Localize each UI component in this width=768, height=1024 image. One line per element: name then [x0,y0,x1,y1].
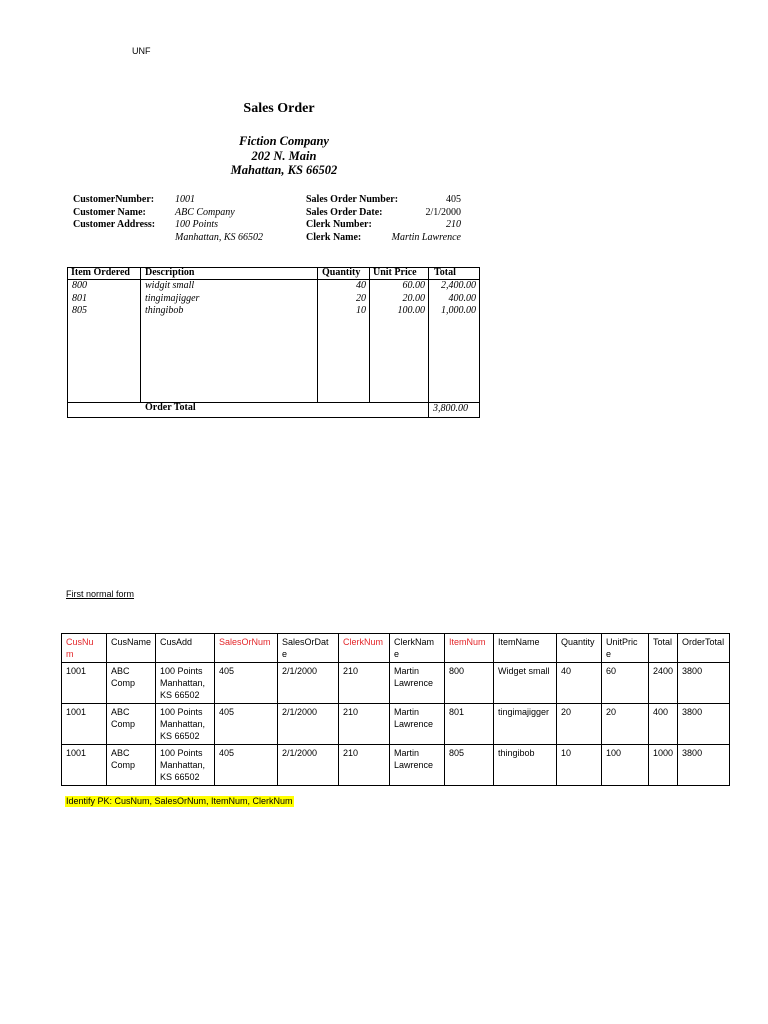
table-cell: 210 [339,704,390,745]
unit-price-cell: 100.00 [397,305,425,316]
column-header-itemnum: ItemNum [445,634,494,663]
clerk-name-label: Clerk Name: [306,231,362,243]
column-header-clerknum: ClerkNum [339,634,390,663]
table-cell: 210 [339,745,390,786]
item-ordered-cell: 801 [72,292,87,304]
quantity-cell: 10 [356,305,366,316]
table-cell: tingimajigger [494,704,557,745]
total-cell: 1,000.00 [441,305,476,316]
table-cell: ABC Comp [107,745,156,786]
customer-name: ABC Company [175,206,235,218]
table-cell: 1001 [62,704,107,745]
header-description: Description [145,267,195,278]
primary-key-note: Identify PK: CusNum, SalesOrNum, ItemNum, ClerkNum [66,796,293,806]
table-border [428,267,429,418]
table-cell: 405 [215,745,278,786]
table-cell: 3800 [678,663,730,704]
table-cell: 2/1/2000 [278,663,339,704]
customer-address-line2: Manhattan, KS 66502 [175,231,264,243]
customer-labels [73,194,155,232]
table-cell: 1000 [649,745,678,786]
clerk-name: Martin Lawrence [391,231,461,243]
column-header-cusnum: CusNu m [62,634,107,663]
description-cell: tingimajigger [145,292,200,304]
table-cell: 3800 [678,704,730,745]
header-quantity: Quantity [322,267,361,278]
header-total: Total [434,267,456,278]
company-name: Fiction Company [239,134,329,148]
table-cell: 20 [602,704,649,745]
table-cell: 100 Points Manhattan, KS 66502 [156,704,215,745]
customer-values [175,194,263,244]
company-city: Mahattan, KS 66502 [230,163,338,177]
table-row [62,663,730,704]
description-cell: thingibob [145,305,184,316]
table-cell: 60 [602,663,649,704]
table-cell: 100 Points Manhattan, KS 66502 [156,745,215,786]
table-cell: 405 [215,704,278,745]
sales-order-number-label: Sales Order Number: [306,194,399,205]
customer-address-label: Customer Address: [73,219,156,230]
item-ordered-cell: 800 [72,280,87,291]
table-row [62,704,730,745]
table-border [369,267,370,403]
table-cell: 10 [557,745,602,786]
table-cell: Widget small [494,663,557,704]
unf-label: UNF [132,46,151,56]
table-cell: 2/1/2000 [278,745,339,786]
customer-address-line1: 100 Points [175,219,219,230]
table-cell: 801 [445,704,494,745]
order-values [380,194,461,244]
column-header-salesordate: SalesOrDat e [278,634,339,663]
column-header-itemname: ItemName [494,634,557,663]
column-header-ordertotal: OrderTotal [678,634,730,663]
sales-order-title: Sales Order [243,101,315,116]
column-header-cusadd: CusAdd [156,634,215,663]
order-total-label: Order Total [145,402,196,413]
table-border [317,267,318,403]
table-cell: thingibob [494,745,557,786]
unit-price-cell: 20.00 [402,292,425,304]
company-block [0,134,568,178]
table-cell: 100 [602,745,649,786]
customer-number: 1001 [175,194,195,205]
table-cell: Martin Lawrence [390,745,445,786]
table-border [140,267,141,403]
sales-order-date-label: Sales Order Date: [306,206,383,218]
description-cell: widgit small [145,280,195,291]
column-header-total: Total [649,634,678,663]
sales-order-number: 405 [446,194,461,205]
header-unit-price: Unit Price [373,267,417,278]
customer-name-label: Customer Name: [73,206,146,218]
column-header-salesornum: SalesOrNum [215,634,278,663]
table-cell: Martin Lawrence [390,704,445,745]
table-header-row [62,634,730,663]
table-cell: 805 [445,745,494,786]
table-cell: 400 [649,704,678,745]
table-cell: 800 [445,663,494,704]
column-header-cusname: CusName [107,634,156,663]
column-header-unitprice: UnitPric e [602,634,649,663]
table-cell: ABC Comp [107,663,156,704]
sales-order-items-table [67,267,480,418]
table-border [67,402,480,403]
unit-price-cell: 60.00 [402,280,425,291]
order-total-value: 3,800.00 [433,403,468,414]
item-ordered-cell: 805 [72,305,87,316]
table-border [67,267,68,418]
company-street: 202 N. Main [251,148,317,163]
clerk-number: 210 [446,219,461,230]
table-cell: 1001 [62,745,107,786]
table-cell: 1001 [62,663,107,704]
sales-order-date: 2/1/2000 [425,206,461,218]
table-cell: 405 [215,663,278,704]
table-cell: 20 [557,704,602,745]
header-item-ordered: Item Ordered [71,267,130,278]
first-normal-form-heading: First normal form [66,589,135,599]
total-cell: 2,400.00 [441,280,476,291]
column-header-quantity: Quantity [557,634,602,663]
table-row [62,745,730,786]
table-cell: 3800 [678,745,730,786]
table-cell: 40 [557,663,602,704]
table-cell: 2400 [649,663,678,704]
table-cell: 210 [339,663,390,704]
customer-number-label: CustomerNumber: [73,194,155,205]
table-border [479,267,480,418]
quantity-cell: 40 [356,280,366,291]
column-header-clerkname: ClerkNam e [390,634,445,663]
first-normal-form-table [61,633,730,786]
table-cell: ABC Comp [107,704,156,745]
clerk-number-label: Clerk Number: [306,219,372,230]
table-border [67,417,480,418]
quantity-cell: 20 [356,292,366,304]
table-cell: 100 Points Manhattan, KS 66502 [156,663,215,704]
table-cell: Martin Lawrence [390,663,445,704]
total-cell: 400.00 [448,292,476,304]
table-cell: 2/1/2000 [278,704,339,745]
